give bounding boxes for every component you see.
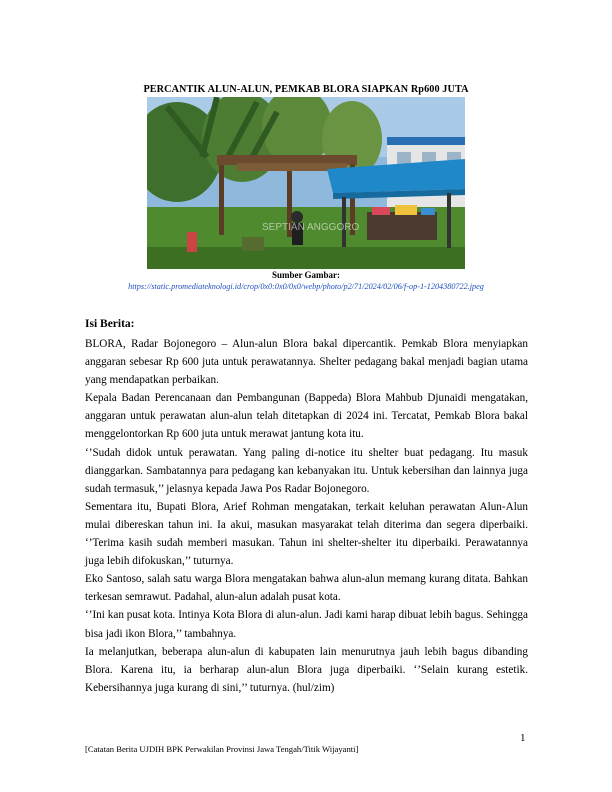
- article-photo: [147, 97, 465, 269]
- photo-watermark: SEPTIAN ANGGORO: [262, 222, 360, 233]
- image-source-link[interactable]: https://static.promediateknologi.id/crop/0x0:0x0/0x0/webp/photo/p2/71/2024/02/06/f-op-1-1204380722.jpeg: [128, 282, 484, 291]
- paragraph: ‘’Sudah didok untuk perawatan. Yang paling di-notice itu shelter buat pedagang. Itu masuk dianggarkan. Sambatannya para pedagang kan kebanyakan itu. Untuk kebersihan dan lainnya juga sudah termasuk,’’ jelasnya kepada Jawa Pos Radar Bojonegoro.: [85, 446, 528, 495]
- page-number: 1: [520, 732, 526, 744]
- page-footer: [Catatan Berita UJDIH BPK Perwakilan Provinsi Jawa Tengah/Titik Wijayanti]: [85, 744, 359, 754]
- paragraph: Sementara itu, Bupati Blora, Arief Rohman mengatakan, terkait keluhan perawatan Alun-Alun mulai dibereskan tahun ini. Ia akui, masukan masyarakat telah diterima dan segera diperbaiki. ‘’Terima kasih sudah memberi masukan. Tahun ini shelter-shelter itu diperbaiki. Perawatannya juga lebih difokuskan,’’ tuturnya.: [85, 500, 528, 568]
- article-title: PERCANTIK ALUN-ALUN, PEMKAB BLORA SIAPKAN Rp600 JUTA: [143, 84, 469, 95]
- article-body: [85, 335, 528, 697]
- image-source-label: Sumber Gambar:: [271, 270, 341, 280]
- paragraph: BLORA, Radar Bojonegoro – Alun-alun Blora bakal dipercantik. Pemkab Blora menyiapkan anggaran sebesar Rp 600 juta untuk perawatannya. Shelter pedagang bakal menjadi bagian utama yang mendapatkan perbaikan.: [85, 338, 528, 387]
- paragraph: Eko Santoso, salah satu warga Blora mengatakan bahwa alun-alun memang kurang ditata. Bahkan terkesan semrawut. Padahal, alun-alun adalah pusat kota.: [85, 573, 528, 604]
- photo-icon: [147, 97, 465, 269]
- paragraph: ‘’Ini kan pusat kota. Intinya Kota Blora di alun-alun. Jadi kami harap dibuat lebih bagus. Sehingga bisa jadi ikon Blora,’’ tambahnya.: [85, 609, 528, 640]
- section-heading: Isi Berita:: [85, 318, 135, 330]
- paragraph: Ia melanjutkan, beberapa alun-alun di kabupaten lain menurutnya jauh lebih bagus dibanding Blora. Karena itu, ia berharap alun-alun Blora juga diperbaiki. ‘’Selain kurang estetik. Kebersihannya juga kurang di sini,’’ tuturnya. (hul/zim): [85, 645, 528, 694]
- paragraph: Kepala Badan Perencanaan dan Pembangunan (Bappeda) Blora Mahbub Djunaidi mengatakan, anggaran untuk perawatan alun-alun telah ditetapkan di 2024 ini. Tercatat, Pemkab Blora bakal menggelontorkan Rp 600 juta untuk merawat jantung kota itu.: [85, 392, 528, 441]
